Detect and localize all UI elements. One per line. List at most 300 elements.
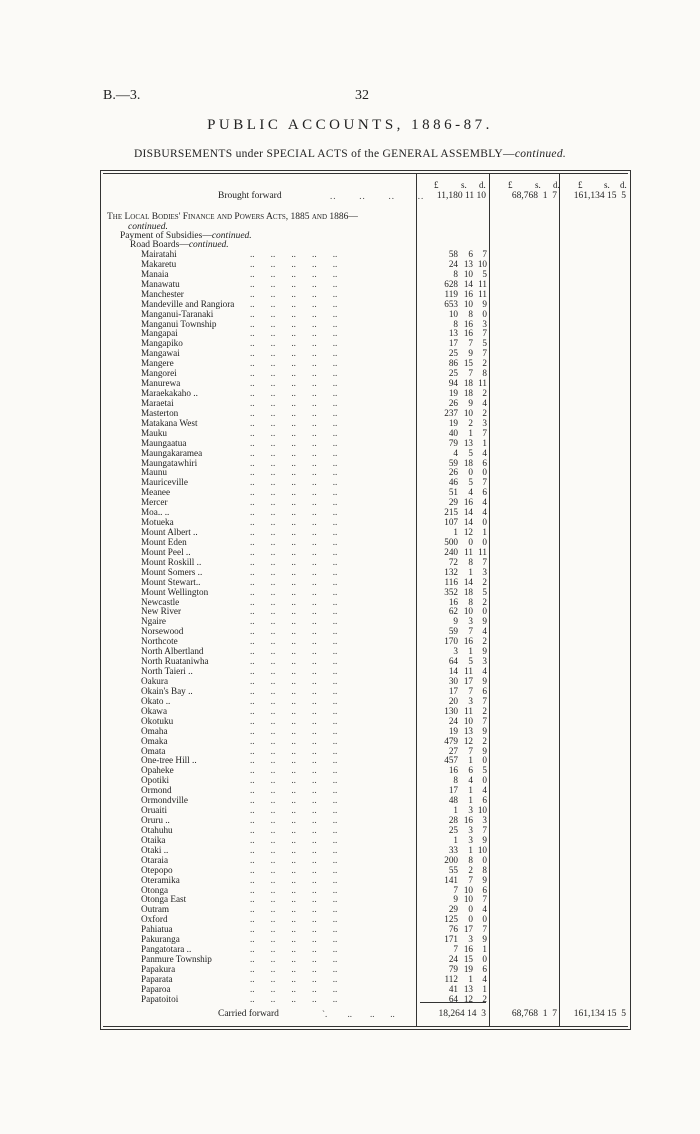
dot-leaders: .. .. .. .. .. — [250, 884, 338, 895]
road-board-name: New River — [141, 606, 182, 617]
road-board-name: Newcastle — [141, 596, 180, 607]
pounds-value: 200 — [444, 854, 458, 865]
pence-value: 10 — [477, 844, 487, 855]
table-row — [0, 280, 700, 289]
road-board-name: Opotiki — [141, 775, 170, 786]
dot-leaders: .. .. .. .. .. — [250, 695, 338, 706]
road-board-name: Paparoa — [141, 983, 171, 994]
shillings-value: 1 — [468, 785, 473, 796]
shillings-value: 9 — [468, 397, 473, 408]
table-row — [0, 866, 700, 875]
dot-leaders: .. .. .. .. .. — [250, 924, 338, 935]
road-board-name: Makaretu — [141, 258, 177, 269]
pence-value: 1 — [482, 944, 487, 955]
shillings-value: 7 — [468, 685, 473, 696]
dot-leaders: .. .. .. .. .. — [250, 705, 338, 716]
pounds-value: 46 — [448, 477, 458, 488]
shillings-value: 12 — [463, 993, 473, 1004]
shillings-value: 17 — [463, 924, 473, 935]
pounds-value: 24 — [448, 715, 458, 726]
shillings-value: 10 — [463, 298, 473, 309]
pence-value: 3 — [482, 815, 487, 825]
shillings-value: 17 — [463, 675, 473, 686]
road-board-name: Mairatahi — [141, 249, 177, 259]
pound-header: £ — [508, 180, 513, 190]
pounds-value: 112 — [444, 973, 458, 984]
pence-value: 5 — [482, 268, 487, 279]
shillings-value: 1 — [468, 973, 473, 984]
pence-value: 7 — [482, 695, 487, 706]
pence-value: 11 — [478, 546, 487, 557]
pence-value: 1 — [482, 983, 487, 994]
road-board-name: Manurewa — [141, 378, 181, 389]
dot-leaders: .. .. .. .. .. — [250, 914, 338, 925]
pence-value: 0 — [482, 308, 487, 319]
road-board-name: Mauriceville — [141, 477, 188, 488]
dot-leaders: .. .. .. .. .. — [250, 864, 338, 875]
table-row — [0, 747, 700, 756]
pounds-value: 62 — [448, 606, 458, 617]
shillings-value: 10 — [463, 268, 473, 279]
shillings-value: 7 — [468, 745, 473, 756]
shillings-value: 6 — [468, 249, 473, 259]
pence-value: 7 — [482, 477, 487, 488]
dot-leaders: .. .. .. .. .. — [250, 616, 338, 627]
dot-leaders: .. .. .. .. .. — [250, 596, 338, 607]
shillings-value: 2 — [468, 864, 473, 875]
table-row — [0, 548, 700, 557]
table-row — [0, 528, 700, 537]
table-row — [0, 667, 700, 676]
section-heading — [107, 212, 358, 222]
pounds-value: 1 — [453, 834, 458, 845]
table-row — [0, 925, 700, 934]
shillings-value: 5 — [468, 656, 473, 667]
table-row — [0, 538, 700, 547]
pounds-value: 4 — [453, 447, 458, 458]
road-board-name: Mount Peel .. — [141, 546, 191, 557]
pounds-value: 17 — [448, 685, 458, 696]
road-board-name: Maraekakaho .. — [141, 388, 198, 399]
pounds-value: 76 — [448, 924, 458, 935]
pence-value: 9 — [482, 745, 487, 756]
pounds-value: 457 — [444, 755, 458, 766]
shillings-value: 5 — [468, 447, 473, 458]
road-board-name: Mangere — [141, 358, 174, 369]
brought-forward-col1: 11,180 11 10 — [436, 191, 486, 201]
table-row — [0, 826, 700, 835]
subheading-1-cont: continued. — [211, 231, 252, 241]
pounds-value: 30 — [448, 675, 458, 686]
pounds-value: 28 — [448, 815, 458, 825]
table-row — [0, 687, 700, 696]
dot-leaders: .. .. .. .. .. — [250, 268, 338, 279]
pounds-value: 29 — [448, 497, 458, 508]
shillings-value: 16 — [463, 328, 473, 339]
shillings-value: 14 — [463, 278, 473, 289]
pounds-value: 25 — [448, 368, 458, 379]
total-rule-col1 — [420, 1002, 486, 1003]
shillings-value: 14 — [463, 507, 473, 518]
table-row — [0, 429, 700, 438]
road-board-name: Omaka — [141, 735, 168, 746]
shillings-value: 14 — [463, 517, 473, 528]
section-heading-continued: continued. — [128, 222, 168, 232]
dot-leaders: .. .. .. .. .. — [250, 715, 338, 726]
pence-value: 7 — [482, 556, 487, 567]
road-board-name: Otonga East — [141, 894, 187, 905]
road-board-name: Mount Stewart.. — [141, 576, 201, 587]
shillings-value: 1 — [468, 427, 473, 438]
table-bottom-rule — [103, 1026, 628, 1027]
pence-value: 6 — [482, 795, 487, 806]
pounds-value: 48 — [448, 795, 458, 806]
pounds-value: 19 — [448, 417, 458, 428]
road-board-name: North Ruataniwha — [141, 656, 209, 667]
table-row — [0, 707, 700, 716]
dot-leaders: .. .. .. .. .. — [250, 576, 338, 587]
pence-value: 7 — [482, 427, 487, 438]
dot-leaders: .. .. .. .. .. — [250, 675, 338, 686]
pounds-value: 500 — [444, 536, 458, 547]
dot-leaders: .. .. .. .. .. — [250, 417, 338, 428]
dot-leaders: .. .. .. .. .. — [250, 755, 338, 766]
dot-leaders: .. .. .. .. .. — [250, 735, 338, 746]
dot-leaders: .. .. .. .. .. — [250, 656, 338, 667]
dot-leaders: .. .. .. .. .. — [250, 646, 338, 657]
pence-value: 2 — [482, 407, 487, 418]
table-row — [0, 568, 700, 577]
road-board-name: Oakura — [141, 675, 169, 686]
pence-value: 7 — [482, 924, 487, 935]
pence-header: d. — [479, 180, 486, 190]
page-subtitle — [0, 148, 700, 160]
dot-leaders: .. .. .. .. .. — [250, 298, 338, 309]
shillings-value: 11 — [464, 666, 473, 677]
shillings-value: 16 — [463, 815, 473, 825]
shillings-value: 12 — [463, 527, 473, 538]
pence-value: 4 — [482, 973, 487, 984]
road-board-name: Motueka — [141, 517, 174, 528]
carried-forward-col1: 18,264 14 3 — [438, 1009, 486, 1019]
pounds-value: 240 — [444, 546, 458, 557]
pence-value: 4 — [482, 397, 487, 408]
road-board-name: Otaika — [141, 834, 166, 845]
table-row — [0, 886, 700, 895]
pence-value: 8 — [482, 864, 487, 875]
table-row — [0, 310, 700, 319]
shillings-value: 18 — [463, 388, 473, 399]
pence-value: 9 — [482, 675, 487, 686]
dot-leaders: .. .. .. .. .. — [250, 358, 338, 369]
pounds-value: 72 — [448, 556, 458, 567]
dot-leaders: .. .. .. .. .. — [250, 685, 338, 696]
pounds-value: 79 — [448, 437, 458, 448]
table-row — [0, 637, 700, 646]
pence-value: 11 — [478, 278, 487, 289]
shillings-value: 1 — [468, 795, 473, 806]
dot-leaders: .. .. .. .. .. — [250, 795, 338, 806]
road-board-name: Pahiatua — [141, 924, 173, 935]
road-board-name: Mount Somers .. — [141, 566, 203, 577]
pence-value: 7 — [482, 894, 487, 905]
road-board-name: Maungatawhiri — [141, 457, 198, 468]
shilling-header: s. — [604, 180, 610, 190]
pence-value: 5 — [482, 338, 487, 349]
road-board-name: Otahuhu — [141, 824, 173, 835]
pounds-value: 9 — [453, 894, 458, 905]
road-board-name: North Taieri .. — [141, 666, 193, 677]
table-row — [0, 558, 700, 567]
pounds-value: 628 — [444, 278, 458, 289]
pounds-value: 116 — [444, 576, 458, 587]
pounds-value: 25 — [448, 824, 458, 835]
road-board-name: Mangapiko — [141, 338, 183, 349]
table-row — [0, 459, 700, 468]
dot-leaders: .. .. .. .. .. — [250, 993, 338, 1004]
shillings-value: 18 — [463, 586, 473, 597]
road-board-name: Mangorei — [141, 368, 177, 379]
page-label: B.—3. — [103, 88, 141, 103]
table-row — [0, 915, 700, 924]
road-board-name: Ngaire — [141, 616, 166, 627]
pounds-value: 94 — [448, 378, 458, 389]
dot-leaders: .. .. .. .. .. — [250, 348, 338, 359]
pence-value: 3 — [482, 318, 487, 329]
pounds-value: 58 — [448, 249, 458, 259]
road-board-name: Mangapai — [141, 328, 178, 339]
road-board-name: Moa.. .. — [141, 507, 170, 518]
dot-leaders: .. .. .. .. .. — [250, 527, 338, 538]
road-board-name: Oxford — [141, 914, 168, 925]
dot-leaders: .. .. .. .. .. — [250, 844, 338, 855]
dot-leaders: .. .. .. .. .. — [250, 566, 338, 577]
dot-leaders: .. .. .. .. .. — [250, 824, 338, 835]
table-row — [0, 320, 700, 329]
road-board-name: Otonga — [141, 884, 169, 895]
road-board-name: Mount Wellington — [141, 586, 209, 597]
pounds-value: 17 — [448, 785, 458, 796]
pence-value: 9 — [482, 616, 487, 627]
shillings-value: 19 — [463, 963, 473, 974]
pence-value: 4 — [482, 507, 487, 518]
table-row — [0, 607, 700, 616]
shillings-value: 8 — [468, 308, 473, 319]
table-row — [0, 359, 700, 368]
pounds-value: 479 — [444, 735, 458, 746]
dot-leaders: .. .. .. .. .. — [250, 586, 338, 597]
shillings-value: 1 — [468, 646, 473, 657]
dot-leaders: .. .. .. .. .. — [250, 507, 338, 518]
table-row — [0, 955, 700, 964]
pounds-value: 25 — [448, 348, 458, 359]
table-row — [0, 349, 700, 358]
pence-value: 3 — [482, 417, 487, 428]
dot-leaders: .. .. .. .. .. — [250, 765, 338, 776]
shillings-value: 14 — [463, 576, 473, 587]
shillings-value: 7 — [468, 338, 473, 349]
subtitle-continued: continued. — [514, 148, 567, 160]
pence-header: d. — [553, 180, 560, 190]
shillings-value: 3 — [468, 805, 473, 816]
pound-header: £ — [434, 180, 439, 190]
shillings-value: 0 — [468, 904, 473, 915]
pence-value: 11 — [478, 378, 487, 389]
pence-value: 4 — [482, 447, 487, 458]
dot-leaders: .. .. .. .. .. — [250, 904, 338, 915]
road-board-name: Papatoitoi — [141, 993, 179, 1004]
road-board-name: Matakana West — [141, 417, 198, 428]
table-row — [0, 727, 700, 736]
shillings-value: 9 — [468, 348, 473, 359]
carried-forward-label: Carried forward — [218, 1009, 279, 1019]
road-board-name: Oruaiti — [141, 805, 168, 816]
pence-value: 2 — [482, 993, 487, 1004]
road-board-name: Okawa — [141, 705, 168, 716]
dot-leaders: .. .. .. .. .. — [250, 467, 338, 478]
table-row — [0, 250, 700, 259]
dot-leaders: .. .. .. .. .. — [250, 626, 338, 637]
dot-leaders: .. .. .. .. .. — [250, 258, 338, 269]
table-row — [0, 498, 700, 507]
table-row — [0, 260, 700, 269]
road-board-name: Omata — [141, 745, 166, 756]
road-board-name: Papakura — [141, 963, 176, 974]
pence-value: 0 — [482, 954, 487, 965]
pounds-value: 653 — [444, 298, 458, 309]
dot-leaders: .. .. .. .. .. — [250, 874, 338, 885]
shillings-value: 4 — [468, 775, 473, 786]
pounds-value: 237 — [444, 407, 458, 418]
pence-value: 4 — [482, 497, 487, 508]
shillings-value: 11 — [464, 546, 473, 557]
pound-header: £ — [578, 180, 583, 190]
table-row — [0, 478, 700, 487]
table-row — [0, 905, 700, 914]
shillings-value: 16 — [463, 318, 473, 329]
carried-forward-leaders: `. .. .. .. — [322, 1009, 395, 1019]
pence-value: 11 — [478, 288, 487, 299]
pence-value: 2 — [482, 388, 487, 399]
pounds-value: 141 — [444, 874, 458, 885]
shillings-value: 8 — [468, 556, 473, 567]
shillings-value: 16 — [463, 288, 473, 299]
dot-leaders: .. .. .. .. .. — [250, 328, 338, 339]
pence-value: 0 — [482, 755, 487, 766]
shillings-value: 3 — [468, 934, 473, 945]
section-heading-text: The Local Bodies' Finance and Powers Acts, 1885 and 1886— — [107, 212, 358, 222]
road-board-name: Pakuranga — [141, 934, 180, 945]
shillings-value: 10 — [463, 715, 473, 726]
pence-value: 4 — [482, 785, 487, 796]
road-board-name: Maungakaramea — [141, 447, 203, 458]
dot-leaders: .. .. .. .. .. — [250, 805, 338, 816]
pounds-value: 8 — [453, 268, 458, 279]
table-row — [0, 756, 700, 765]
dot-leaders: .. .. .. .. .. — [250, 944, 338, 955]
pence-value: 10 — [477, 805, 487, 816]
pence-value: 7 — [482, 348, 487, 359]
carried-forward-col3: 161,134 15 5 — [573, 1009, 626, 1019]
road-board-name: Northcote — [141, 636, 178, 647]
dot-leaders: .. .. .. .. .. — [250, 397, 338, 408]
table-row — [0, 617, 700, 626]
shillings-value: 10 — [463, 884, 473, 895]
pounds-value: 3 — [453, 646, 458, 657]
pence-value: 7 — [482, 328, 487, 339]
dot-leaders: .. .. .. .. .. — [250, 894, 338, 905]
road-board-name: Otaki .. — [141, 844, 169, 855]
table-row — [0, 796, 700, 805]
table-row — [0, 409, 700, 418]
dot-leaders: .. .. .. .. .. — [250, 785, 338, 796]
table-row — [0, 697, 700, 706]
shillings-value: 12 — [463, 735, 473, 746]
pounds-value: 29 — [448, 904, 458, 915]
road-board-name: Paparata — [141, 973, 173, 984]
table-row — [0, 399, 700, 408]
table-row — [0, 945, 700, 954]
pounds-value: 107 — [444, 517, 458, 528]
table-row — [0, 270, 700, 279]
road-board-name: Outram — [141, 904, 170, 915]
shillings-value: 18 — [463, 457, 473, 468]
dot-leaders: .. .. .. .. .. — [250, 437, 338, 448]
dot-leaders: .. .. .. .. .. — [250, 775, 338, 786]
road-board-name: Maunu — [141, 467, 168, 478]
pence-value: 1 — [482, 527, 487, 538]
road-board-name: One-tree Hill .. — [141, 755, 197, 766]
table-row — [0, 895, 700, 904]
road-board-name: Mandeville and Rangiora — [141, 298, 235, 309]
pence-value: 2 — [482, 576, 487, 587]
table-row — [0, 379, 700, 388]
pounds-value: 19 — [448, 725, 458, 736]
shillings-value: 15 — [463, 358, 473, 369]
road-board-name: Manchester — [141, 288, 184, 299]
shillings-value: 1 — [468, 844, 473, 855]
road-board-name: Mercer — [141, 497, 168, 508]
shillings-value: 7 — [468, 874, 473, 885]
shillings-value: 11 — [464, 705, 473, 716]
pence-value: 0 — [482, 517, 487, 528]
table-row — [0, 737, 700, 746]
pounds-value: 16 — [448, 765, 458, 776]
table-row — [0, 657, 700, 666]
pence-value: 2 — [482, 358, 487, 369]
shillings-value: 0 — [468, 467, 473, 478]
pence-value: 5 — [482, 586, 487, 597]
table-row — [0, 965, 700, 974]
road-board-name: Oteramika — [141, 874, 180, 885]
dot-leaders: .. .. .. .. .. — [250, 487, 338, 498]
pounds-value: 10 — [448, 308, 458, 319]
dot-leaders: .. .. .. .. .. — [250, 934, 338, 945]
pounds-value: 1 — [453, 805, 458, 816]
table-row — [0, 439, 700, 448]
shillings-value: 1 — [468, 566, 473, 577]
table-row — [0, 578, 700, 587]
dot-leaders: .. .. .. .. .. — [250, 249, 338, 259]
page-number: 32 — [355, 88, 369, 103]
dot-leaders: .. .. .. .. .. — [250, 854, 338, 865]
shillings-value: 8 — [468, 854, 473, 865]
dot-leaders: .. .. .. .. .. — [250, 318, 338, 329]
pounds-value: 24 — [448, 954, 458, 965]
road-board-name: Ormond — [141, 785, 172, 796]
table-row — [0, 588, 700, 597]
road-board-name: Mount Albert .. — [141, 527, 198, 538]
